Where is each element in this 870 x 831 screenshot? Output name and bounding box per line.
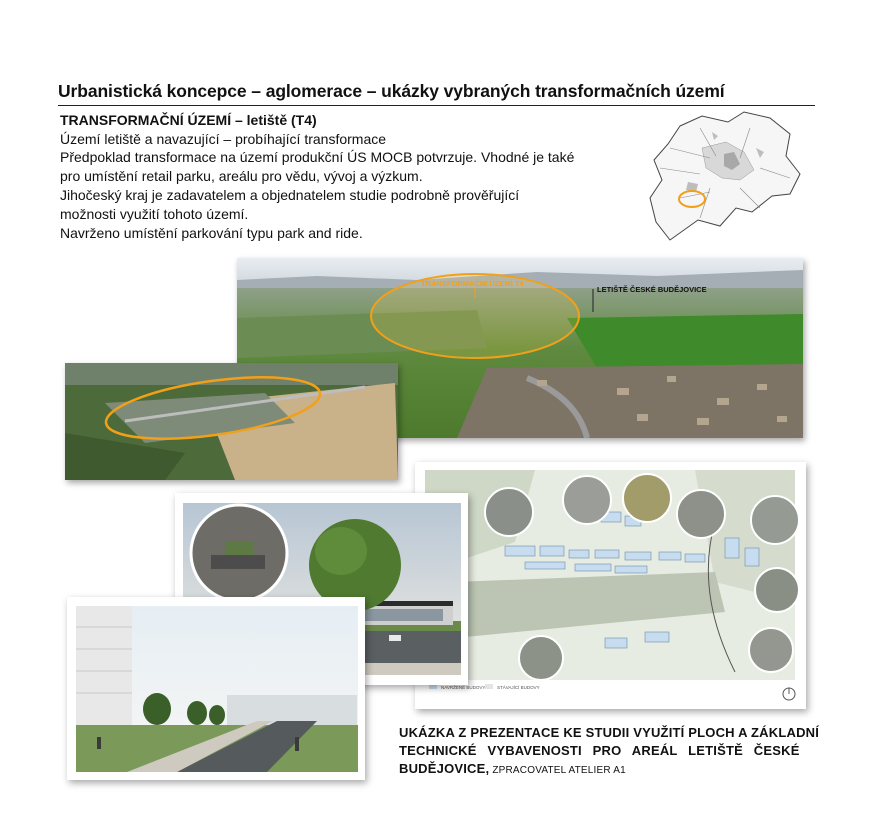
body-line-6: Navrženo umístění parkování typu park and ride.	[60, 225, 363, 241]
title-divider	[58, 105, 815, 106]
legend-existing-buildings: STÁVAJÍCÍ BUDOVY	[497, 685, 540, 690]
body-line-5: možnosti využití tohoto území.	[60, 206, 249, 222]
body-line-4: Jihočeský kraj je zadavatelem a objednatelem studie podrobně prověřující	[60, 187, 520, 203]
legend-new-buildings: NAVRŽENÉ BUDOVY	[441, 685, 486, 690]
caption-line-3	[399, 761, 626, 776]
body-line-1: Území letiště a navazující – probíhající transformace	[60, 131, 387, 147]
body-line-3: pro umístění retail parku, areálu pro vědu, vývoj a výzkum.	[60, 168, 423, 184]
caption-line-3-main: BUDĚJOVICE,	[399, 761, 490, 776]
site-plan-slide	[415, 462, 806, 709]
page-title: Urbanistická koncepce – aglomerace – ukázky vybraných transformačních území	[58, 81, 725, 101]
locator-map	[640, 108, 806, 256]
label-transformation-area: TRANSFORMAČNÍ ÚZEMÍ T4	[421, 279, 524, 288]
caption-line-1: UKÁZKA Z PREZENTACE KE STUDII VYUŽITÍ PLOCH A ZÁKLADNÍ	[399, 725, 820, 740]
satellite-photo	[65, 363, 398, 480]
section-heading: TRANSFORMAČNÍ ÚZEMÍ – letiště (T4)	[60, 112, 317, 128]
caption-line-2: TECHNICKÉ VYBAVENOSTI PRO AREÁL LETIŠTĚ ČESKÉ	[399, 743, 800, 758]
caption-author: ZPRACOVATEL ATELIER A1	[489, 765, 626, 776]
label-airport: LETIŠTĚ ČESKÉ BUDĚJOVICE	[597, 285, 707, 294]
body-line-2: Předpoklad transformace na území produkční ÚS MOCB potvrzuje. Vhodné je také	[60, 149, 575, 165]
render-street	[67, 597, 365, 780]
